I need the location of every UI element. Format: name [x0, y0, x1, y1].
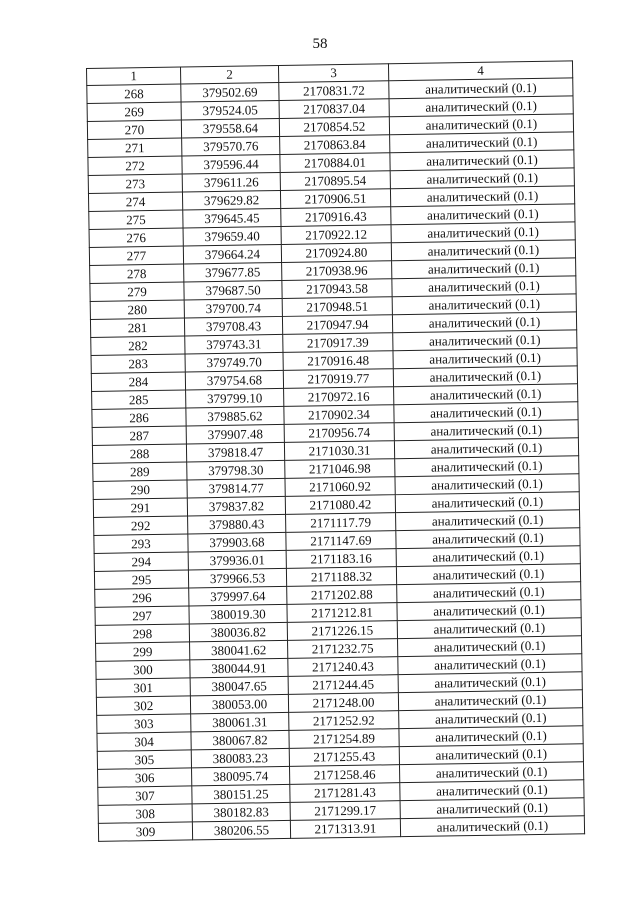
point-number-cell: 282 — [91, 336, 185, 355]
y-coordinate-cell: 2171299.17 — [290, 801, 400, 821]
method-cell: аналитический (0.1) — [397, 618, 581, 639]
point-number-cell: 308 — [98, 804, 192, 823]
method-cell: аналитический (0.1) — [392, 258, 576, 279]
x-coordinate-cell: 379903.68 — [188, 532, 286, 552]
method-cell: аналитический (0.1) — [394, 384, 578, 405]
point-number-cell: 272 — [88, 156, 182, 175]
point-number-cell: 293 — [94, 534, 188, 553]
y-coordinate-cell: 2171248.00 — [288, 693, 398, 713]
point-number-cell: 274 — [88, 192, 182, 211]
method-cell: аналитический (0.1) — [398, 654, 582, 675]
method-cell: аналитический (0.1) — [389, 114, 573, 135]
method-cell: аналитический (0.1) — [399, 744, 583, 765]
point-number-cell: 306 — [98, 768, 192, 787]
method-cell: аналитический (0.1) — [400, 798, 584, 819]
x-coordinate-cell: 379558.64 — [181, 118, 279, 138]
method-cell: аналитический (0.1) — [394, 420, 578, 441]
point-number-cell: 270 — [87, 120, 181, 139]
method-cell: аналитический (0.1) — [390, 186, 574, 207]
header-col-1: 1 — [87, 67, 181, 85]
method-cell: аналитический (0.1) — [395, 492, 579, 513]
x-coordinate-cell: 379629.82 — [182, 190, 280, 210]
y-coordinate-cell: 2170972.16 — [284, 387, 394, 407]
point-number-cell: 303 — [97, 714, 191, 733]
y-coordinate-cell: 2170956.74 — [284, 423, 394, 443]
x-coordinate-cell: 380206.55 — [192, 820, 290, 840]
point-number-cell: 299 — [96, 642, 190, 661]
x-coordinate-cell: 380083.23 — [191, 748, 289, 768]
y-coordinate-cell: 2171117.79 — [286, 513, 396, 533]
method-cell: аналитический (0.1) — [397, 600, 581, 621]
y-coordinate-cell: 2170916.48 — [283, 351, 393, 371]
method-cell: аналитический (0.1) — [398, 672, 582, 693]
point-number-cell: 271 — [88, 138, 182, 157]
y-coordinate-cell: 2170938.96 — [282, 261, 392, 281]
point-number-cell: 290 — [93, 480, 187, 499]
method-cell: аналитический (0.1) — [396, 528, 580, 549]
x-coordinate-cell: 380041.62 — [190, 640, 288, 660]
y-coordinate-cell: 2171188.32 — [286, 567, 396, 587]
point-number-cell: 284 — [91, 372, 185, 391]
y-coordinate-cell: 2170924.80 — [281, 243, 391, 263]
y-coordinate-cell: 2171258.46 — [289, 765, 399, 785]
point-number-cell: 291 — [93, 498, 187, 517]
y-coordinate-cell: 2171080.42 — [285, 495, 395, 515]
point-number-cell: 277 — [89, 246, 183, 265]
coordinates-table-container — [86, 60, 584, 842]
point-number-cell: 305 — [97, 750, 191, 769]
method-cell: аналитический (0.1) — [396, 510, 580, 531]
y-coordinate-cell: 2170906.51 — [280, 189, 390, 209]
method-cell: аналитический (0.1) — [397, 582, 581, 603]
x-coordinate-cell: 380047.65 — [190, 676, 288, 696]
y-coordinate-cell: 2171240.43 — [288, 657, 398, 677]
point-number-cell: 287 — [92, 426, 186, 445]
x-coordinate-cell: 379885.62 — [186, 406, 284, 426]
x-coordinate-cell: 379997.64 — [189, 586, 287, 606]
x-coordinate-cell: 379837.82 — [187, 496, 285, 516]
y-coordinate-cell: 2170902.34 — [284, 405, 394, 425]
y-coordinate-cell: 2170943.58 — [282, 279, 392, 299]
y-coordinate-cell: 2170863.84 — [280, 135, 390, 155]
method-cell: аналитический (0.1) — [390, 132, 574, 153]
point-number-cell: 302 — [96, 696, 190, 715]
y-coordinate-cell: 2171281.43 — [290, 783, 400, 803]
method-cell: аналитический (0.1) — [390, 168, 574, 189]
method-cell: аналитический (0.1) — [394, 438, 578, 459]
page-number: 58 — [312, 36, 328, 52]
method-cell: аналитический (0.1) — [392, 294, 576, 315]
x-coordinate-cell: 379611.26 — [182, 172, 280, 192]
x-coordinate-cell: 379708.43 — [184, 316, 282, 336]
point-number-cell: 289 — [93, 462, 187, 481]
y-coordinate-cell: 2170837.04 — [279, 99, 389, 119]
method-cell: аналитический (0.1) — [399, 726, 583, 747]
x-coordinate-cell: 380061.31 — [191, 712, 289, 732]
x-coordinate-cell: 380044.91 — [190, 658, 288, 678]
method-cell: аналитический (0.1) — [391, 204, 575, 225]
y-coordinate-cell: 2171226.15 — [287, 621, 397, 641]
point-number-cell: 268 — [87, 84, 181, 103]
point-number-cell: 288 — [92, 444, 186, 463]
y-coordinate-cell: 2171060.92 — [285, 477, 395, 497]
header-col-2: 2 — [180, 65, 278, 84]
y-coordinate-cell: 2170884.01 — [280, 153, 390, 173]
y-coordinate-cell: 2170831.72 — [279, 81, 389, 101]
y-coordinate-cell: 2170917.39 — [283, 333, 393, 353]
x-coordinate-cell: 379814.77 — [187, 478, 285, 498]
x-coordinate-cell: 379799.10 — [186, 388, 284, 408]
y-coordinate-cell: 2171244.45 — [288, 675, 398, 695]
point-number-cell: 292 — [94, 516, 188, 535]
x-coordinate-cell: 380182.83 — [192, 802, 290, 822]
x-coordinate-cell: 379502.69 — [181, 82, 279, 102]
x-coordinate-cell: 379687.50 — [184, 280, 282, 300]
point-number-cell: 298 — [95, 624, 189, 643]
y-coordinate-cell: 2171254.89 — [289, 729, 399, 749]
x-coordinate-cell: 379570.76 — [182, 136, 280, 156]
point-number-cell: 278 — [90, 264, 184, 283]
method-cell: аналитический (0.1) — [400, 816, 584, 837]
method-cell: аналитический (0.1) — [395, 474, 579, 495]
y-coordinate-cell: 2171313.91 — [290, 819, 400, 839]
point-number-cell: 269 — [87, 102, 181, 121]
method-cell: аналитический (0.1) — [400, 780, 584, 801]
x-coordinate-cell: 379936.01 — [188, 550, 286, 570]
y-coordinate-cell: 2170947.94 — [282, 315, 392, 335]
point-number-cell: 297 — [95, 606, 189, 625]
point-number-cell: 275 — [89, 210, 183, 229]
x-coordinate-cell: 380019.30 — [189, 604, 287, 624]
point-number-cell: 279 — [90, 282, 184, 301]
point-number-cell: 294 — [94, 552, 188, 571]
x-coordinate-cell: 380036.82 — [189, 622, 287, 642]
x-coordinate-cell: 379818.47 — [186, 442, 284, 462]
point-number-cell: 280 — [90, 300, 184, 319]
y-coordinate-cell: 2171232.75 — [288, 639, 398, 659]
x-coordinate-cell: 379743.31 — [185, 334, 283, 354]
method-cell: аналитический (0.1) — [394, 402, 578, 423]
point-number-cell: 300 — [96, 660, 190, 679]
point-number-cell: 285 — [92, 390, 186, 409]
y-coordinate-cell: 2171212.81 — [287, 603, 397, 623]
method-cell: аналитический (0.1) — [391, 222, 575, 243]
x-coordinate-cell: 379677.85 — [184, 262, 282, 282]
x-coordinate-cell: 380151.25 — [192, 784, 290, 804]
y-coordinate-cell: 2170948.51 — [282, 297, 392, 317]
point-number-cell: 309 — [98, 822, 192, 841]
method-cell: аналитический (0.1) — [391, 240, 575, 261]
x-coordinate-cell: 379907.48 — [186, 424, 284, 444]
x-coordinate-cell: 379754.68 — [185, 370, 283, 390]
x-coordinate-cell: 379664.24 — [183, 244, 281, 264]
point-number-cell: 276 — [89, 228, 183, 247]
x-coordinate-cell: 379749.70 — [185, 352, 283, 372]
method-cell: аналитический (0.1) — [390, 150, 574, 171]
point-number-cell: 295 — [94, 570, 188, 589]
method-cell: аналитический (0.1) — [393, 348, 577, 369]
point-number-cell: 301 — [96, 678, 190, 697]
y-coordinate-cell: 2171202.88 — [287, 585, 397, 605]
y-coordinate-cell: 2170895.54 — [280, 171, 390, 191]
x-coordinate-cell: 380067.82 — [191, 730, 289, 750]
x-coordinate-cell: 380053.00 — [190, 694, 288, 714]
x-coordinate-cell: 380095.74 — [192, 766, 290, 786]
x-coordinate-cell: 379798.30 — [187, 460, 285, 480]
method-cell: аналитический (0.1) — [393, 330, 577, 351]
method-cell: аналитический (0.1) — [398, 690, 582, 711]
method-cell: аналитический (0.1) — [398, 636, 582, 657]
point-number-cell: 273 — [88, 174, 182, 193]
coordinates-table — [86, 60, 585, 842]
y-coordinate-cell: 2171255.43 — [289, 747, 399, 767]
y-coordinate-cell: 2171183.16 — [286, 549, 396, 569]
x-coordinate-cell: 379880.43 — [188, 514, 286, 534]
method-cell: аналитический (0.1) — [389, 78, 573, 99]
method-cell: аналитический (0.1) — [392, 276, 576, 297]
point-number-cell: 307 — [98, 786, 192, 805]
header-col-4: 4 — [388, 61, 572, 81]
y-coordinate-cell: 2170916.43 — [281, 207, 391, 227]
y-coordinate-cell: 2170854.52 — [279, 117, 389, 137]
point-number-cell: 286 — [92, 408, 186, 427]
point-number-cell: 281 — [90, 318, 184, 337]
y-coordinate-cell: 2171252.92 — [289, 711, 399, 731]
y-coordinate-cell: 2171030.31 — [284, 441, 394, 461]
method-cell: аналитический (0.1) — [396, 546, 580, 567]
y-coordinate-cell: 2170922.12 — [281, 225, 391, 245]
x-coordinate-cell: 379659.40 — [183, 226, 281, 246]
x-coordinate-cell: 379966.53 — [188, 568, 286, 588]
method-cell: аналитический (0.1) — [399, 708, 583, 729]
method-cell: аналитический (0.1) — [393, 366, 577, 387]
header-col-3: 3 — [278, 64, 388, 83]
x-coordinate-cell: 379524.05 — [181, 100, 279, 120]
method-cell: аналитический (0.1) — [396, 564, 580, 585]
x-coordinate-cell: 379700.74 — [184, 298, 282, 318]
point-number-cell: 283 — [91, 354, 185, 373]
y-coordinate-cell: 2170919.77 — [283, 369, 393, 389]
method-cell: аналитический (0.1) — [399, 762, 583, 783]
point-number-cell: 296 — [95, 588, 189, 607]
point-number-cell: 304 — [97, 732, 191, 751]
x-coordinate-cell: 379596.44 — [182, 154, 280, 174]
method-cell: аналитический (0.1) — [389, 96, 573, 117]
table-body — [87, 78, 585, 842]
y-coordinate-cell: 2171046.98 — [285, 459, 395, 479]
method-cell: аналитический (0.1) — [392, 312, 576, 333]
y-coordinate-cell: 2171147.69 — [286, 531, 396, 551]
method-cell: аналитический (0.1) — [395, 456, 579, 477]
x-coordinate-cell: 379645.45 — [183, 208, 281, 228]
